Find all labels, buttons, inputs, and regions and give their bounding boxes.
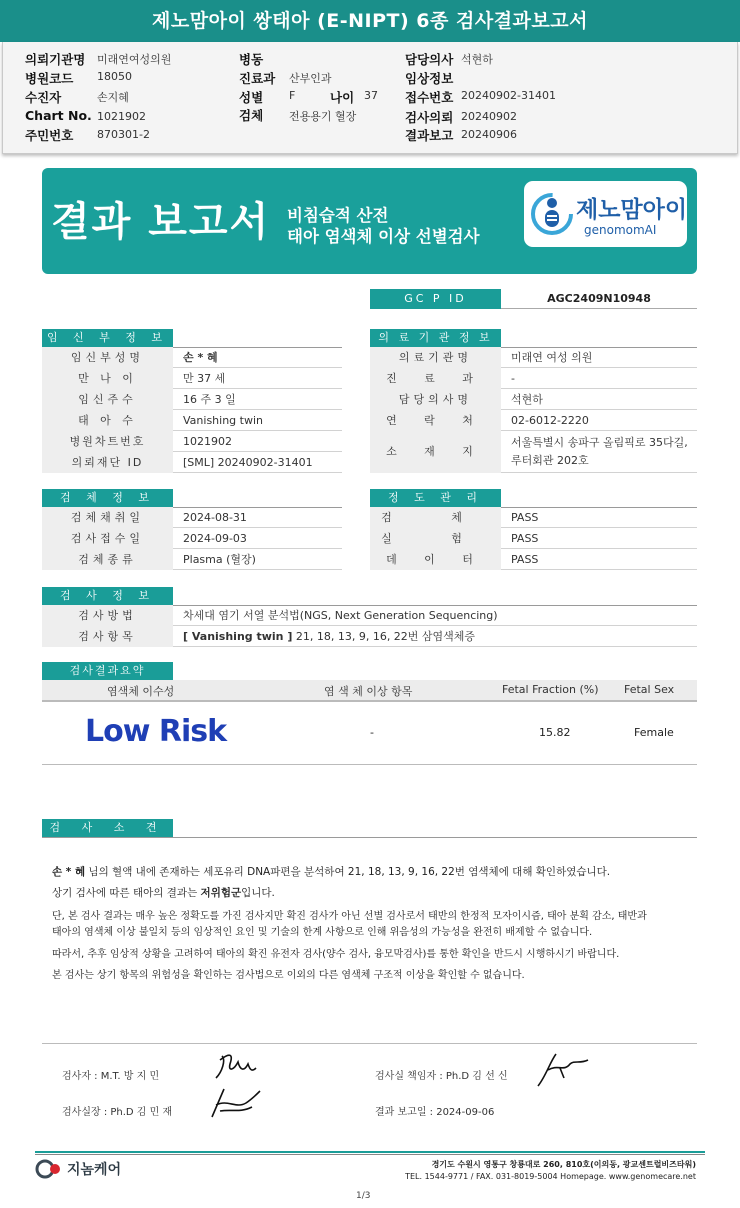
result-banner — [42, 168, 697, 274]
opinion-paragraph-3b: 태아의 염색체 이상 불일치 등의 임상적인 요인 및 기술의 한계 사항으로 인해 위음성의 가능성을 완전히 배제할 수 없습니다. — [52, 927, 593, 938]
header-label: 결과보고 — [405, 128, 454, 143]
address-line-1: 서울특별시 송파구 올림픽로 35다길, — [511, 436, 688, 449]
field-label: 데 이 터 — [370, 549, 501, 570]
divider — [42, 1043, 697, 1044]
logo-text: 제노맘아이 — [576, 197, 688, 223]
section-test-info: 검 사 정 보 — [42, 587, 173, 605]
test-items-list: 21, 18, 13, 9, 16, 22번 삼염색체증 — [292, 630, 476, 643]
header-label: 임상정보 — [405, 71, 454, 86]
table-row — [370, 410, 697, 431]
header-value: 37 — [364, 89, 378, 102]
table-row — [42, 452, 342, 473]
field-value: PASS — [511, 553, 539, 566]
header-value: 870301-2 — [97, 128, 150, 141]
field-label: 검 체 — [370, 507, 501, 528]
company-contact: TEL. 1544-9771 / FAX. 031-8019-5004 Homepage. www.genomecare.net — [405, 1172, 696, 1181]
field-label: 임신부성명 — [42, 347, 173, 368]
patient-name: 손 * 혜 — [52, 866, 86, 878]
lab-head-signature-image — [206, 1085, 262, 1121]
field-value: - — [511, 372, 515, 385]
field-label: 임신주수 — [42, 389, 173, 410]
field-value: 만 37 세 — [183, 372, 226, 385]
genomom-logo-icon — [530, 186, 574, 242]
table-row — [42, 410, 342, 431]
field-label: 진 료 과 — [370, 368, 501, 389]
divider — [42, 701, 697, 702]
field-value: Vanishing twin — [183, 414, 263, 427]
genomom-logo — [524, 181, 687, 247]
risk-group: 저위험군 — [200, 887, 242, 899]
field-label: 검사접수일 — [42, 528, 173, 549]
divider — [42, 764, 697, 765]
header-label: 나이 — [330, 90, 355, 105]
divider — [42, 837, 697, 838]
field-label: 검체채취일 — [42, 507, 173, 528]
table-row — [42, 528, 342, 549]
opinion-paragraph-2 — [52, 885, 275, 900]
gcp-id-label: GC P ID — [370, 289, 501, 309]
test-items-type: [ Vanishing twin ] — [183, 630, 293, 643]
section-opinion: 검 사 소 견 — [42, 819, 173, 837]
header-label: Chart No. — [25, 108, 92, 123]
field-value: 16 주 3 일 — [183, 393, 236, 406]
column-header: Fetal Fraction (%) — [502, 683, 599, 696]
field-value: 2024-09-03 — [183, 532, 247, 545]
header-label: 검체 — [239, 108, 264, 123]
header-value: 손지혜 — [97, 91, 129, 104]
header-value: F — [289, 89, 296, 102]
field-label: 실 험 — [370, 528, 501, 549]
footer-divider — [35, 1151, 705, 1153]
lab-head-signature-label: 검사실장 : Ph.D 김 민 재 — [62, 1107, 173, 1118]
header-value: 20240902 — [461, 110, 517, 123]
header-label: 병원코드 — [25, 71, 74, 86]
page-number: 1/3 — [356, 1191, 371, 1201]
field-value: Plasma (혈장) — [183, 553, 256, 566]
table-row — [370, 431, 697, 473]
opinion-text: 입니다. — [241, 887, 275, 899]
field-value: PASS — [511, 532, 539, 545]
risk-result: Low Risk — [85, 714, 227, 749]
section-specimen-info: 검 체 정 보 — [42, 489, 173, 507]
field-label: 의료기관명 — [370, 347, 501, 368]
header-label: 진료과 — [239, 71, 276, 86]
table-row — [42, 626, 697, 647]
field-label: 검체종류 — [42, 549, 173, 570]
column-header: Fetal Sex — [624, 683, 675, 696]
summary-table-header — [42, 680, 697, 701]
field-value: 2024-08-31 — [183, 511, 247, 524]
section-pregnant-info: 임 신 부 정 보 — [42, 329, 173, 347]
banner-subtitle-2: 태아 염색체 이상 선별검사 — [287, 227, 480, 246]
footer-divider — [35, 1154, 705, 1155]
opinion-paragraph-5: 본 검사는 상기 항목의 위험성을 확인하는 검사법으로 이외의 다른 염색체 구조적 이상을 확인할 수 없습니다. — [52, 970, 525, 981]
table-row — [370, 347, 697, 368]
column-header: 염 색 체 이상 항목 — [324, 685, 413, 698]
header-value: 산부인과 — [289, 72, 332, 85]
logo-subtext: genomomAI — [584, 223, 657, 237]
report-date-label: 결과 보고일 : 2024-09-06 — [375, 1107, 495, 1118]
table-row — [370, 549, 697, 570]
table-row — [370, 528, 697, 549]
company-address: 경기도 수원시 영통구 창룡대로 260, 810호(이의동, 광교센트럴비즈타워) — [431, 1160, 696, 1169]
banner-title: 결과 보고서 — [51, 199, 271, 245]
field-label: 담당의사명 — [370, 389, 501, 410]
header-value: 전용용기 혈장 — [289, 110, 357, 123]
header-value: 18050 — [97, 70, 132, 83]
header-label: 의뢰기관명 — [25, 52, 86, 67]
field-value: 1021902 — [183, 435, 232, 448]
opinion-text: 상기 검사에 따른 태아의 결과는 — [52, 887, 201, 899]
field-label: 태 아 수 — [42, 410, 173, 431]
field-label: 소 재 지 — [370, 431, 501, 473]
field-label: 검사항목 — [42, 626, 173, 647]
table-row — [42, 507, 342, 528]
field-value: 미래연 여성 의원 — [511, 351, 593, 364]
field-label: 연 락 처 — [370, 410, 501, 431]
tester-signature-label: 검사자 : M.T. 방 지 민 — [62, 1071, 160, 1082]
field-label: 병원차트번호 — [42, 431, 173, 452]
header-value: 20240906 — [461, 128, 517, 141]
fetal-fraction-value: 15.82 — [539, 726, 571, 739]
header-label: 수진자 — [25, 90, 62, 105]
patient-header — [2, 42, 738, 154]
table-row — [42, 605, 697, 626]
section-result-summary: 검사결과요약 — [42, 662, 173, 680]
section-quality-control: 정 도 관 리 — [370, 489, 501, 507]
field-value: 손 * 혜 — [183, 351, 218, 364]
header-label: 주민번호 — [25, 128, 74, 143]
fetal-sex-value: Female — [634, 726, 674, 739]
table-row — [42, 431, 342, 452]
report-title: 제노맘아이 쌍태아 (E-NIPT) 6종 검사결과보고서 — [0, 0, 740, 42]
table-row — [370, 368, 697, 389]
table-row — [42, 549, 342, 570]
opinion-paragraph-4: 따라서, 추후 임상적 상황을 고려하여 태아의 확진 유전자 검사(양수 검사, 융모막검사)를 통한 확인을 반드시 시행하시기 바랍니다. — [52, 949, 620, 960]
field-label: 검사방법 — [42, 605, 173, 626]
company-name: 지놈케어 — [67, 1162, 122, 1178]
table-row — [42, 347, 342, 368]
table-row — [370, 507, 697, 528]
field-value: 02-6012-2220 — [511, 414, 589, 427]
address-line-2: 루터회관 202호 — [511, 454, 589, 467]
field-label: 의뢰재단 ID — [42, 452, 173, 473]
field-value: [SML] 20240902-31401 — [183, 456, 313, 469]
field-value: PASS — [511, 511, 539, 524]
header-label: 접수번호 — [405, 90, 454, 105]
field-label: 만 나 이 — [42, 368, 173, 389]
header-value: 1021902 — [97, 110, 146, 123]
lab-manager-signature-image — [534, 1050, 590, 1090]
header-value: 석현하 — [461, 53, 493, 66]
test-items-value — [173, 626, 475, 647]
table-row — [370, 389, 697, 410]
opinion-paragraph-1 — [52, 864, 610, 879]
header-label: 검사의뢰 — [405, 110, 454, 125]
tester-signature-image — [208, 1050, 258, 1084]
header-label: 병동 — [239, 52, 264, 67]
gcp-id-value: AGC2409N10948 — [501, 289, 697, 309]
test-method-value: 차세대 염기 서열 분석법(NGS, Next Generation Sequencing) — [183, 609, 498, 622]
genomecare-logo-icon — [35, 1159, 65, 1179]
abnormal-items-value: - — [370, 726, 374, 739]
header-label: 성별 — [239, 90, 264, 105]
banner-subtitle-1: 비침습적 산전 — [287, 206, 389, 225]
lab-manager-signature-label: 검사실 책임자 : Ph.D 김 선 신 — [375, 1071, 508, 1082]
opinion-text: 님의 혈액 내에 존재하는 세포유리 DNA파편을 분석하여 21, 18, 13, 9, 16, 22번 염색체에 대해 확인하였습니다. — [85, 866, 611, 878]
column-header: 염색체 이수성 — [107, 685, 175, 698]
table-row — [42, 368, 342, 389]
header-label: 담당의사 — [405, 52, 454, 67]
section-institution-info: 의 료 기 관 정 보 — [370, 329, 501, 347]
opinion-paragraph-3a: 단, 본 검사 결과는 매우 높은 정확도를 가진 검사지만 확진 검사가 아닌 선별 검사로서 태반의 한정적 모자이시즘, 태아 분획 감소, 태반과 — [52, 911, 647, 922]
header-value: 미래연여성의원 — [97, 53, 172, 66]
table-row — [42, 389, 342, 410]
header-value: 20240902-31401 — [461, 89, 556, 102]
field-value: 석현하 — [511, 393, 543, 406]
